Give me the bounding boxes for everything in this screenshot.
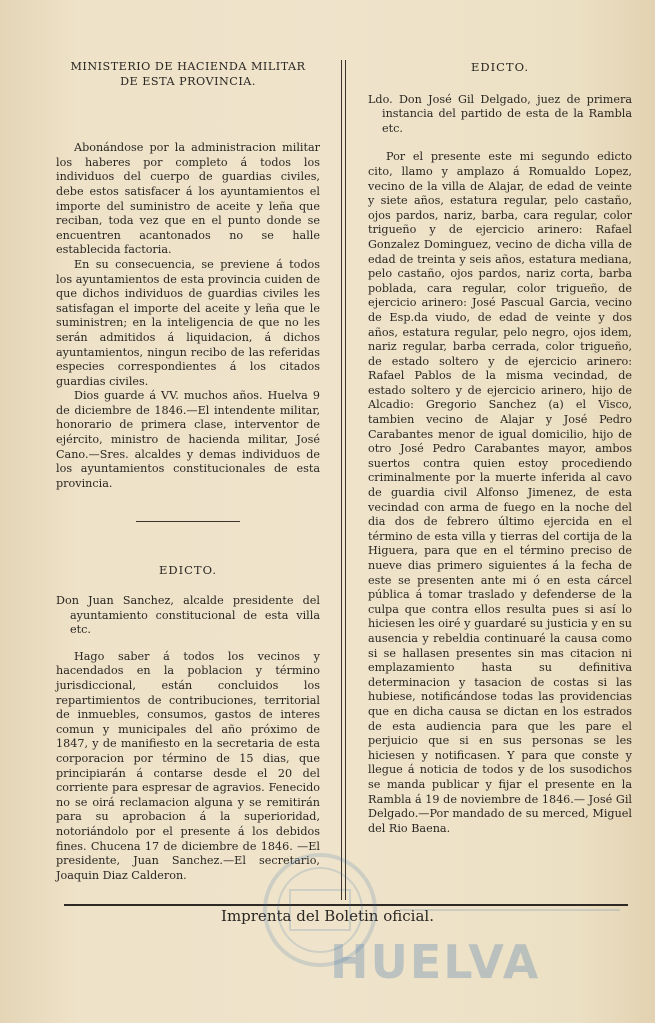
imprint-line: Imprenta del Boletin oficial. [221,907,434,925]
left-edicto-header: Don Juan Sanchez, alcalde presidente del ayuntamiento constitucional de esta villa etc. [56,594,320,637]
right-edicto-header: Ldo. Don José Gil Delgado, juez de primera instancia del partido de esta de la Rambla etc. [368,92,632,135]
column-divider-inner [345,60,346,900]
left-edicto-title: EDICTO. [158,563,218,578]
column-divider [341,60,342,900]
watermark-huelva: HUELVA [330,935,541,989]
section-separator [136,521,240,522]
ministry-paragraph-1: Abonándose por la administracion militar los haberes por completo á todos los individuos del cuerpo de guardias civiles, debe estos satisfacer á los ayuntamientos el importe del suministro de aceite y leña que reciban, toda vez que en el punto donde se encuentren acantonados no se halle establecida factoria. [56,141,320,257]
ministry-paragraph-2: En su consecuencia, se previene á todos los ayuntamientos de esta provincia cuiden de que dichos individuos de guardias civiles les satisfagan el importe del aceite y leña que le suministren; en la inteligencia de que no les serán admitidos á liquidacion, á dichos ayuntamientos, ningun recibo de las referidas especies correspondientes á los citados guardias civiles. [56,257,320,388]
left-edicto-body: Hago saber á todos los vecinos y hacendados en la poblacion y término jurisdiccional, están concluidos los repartimientos de contribuciones, territorial de inmuebles, consumos, gastos de interes comun y municipales del año próximo de 1847, y de manifiesto en la secretaria de esta corporacion por término de 15 dias, que principiarán á contarse desde el 20 del corriente para espresar de agravios. Fenecido no se oirá reclamacion alguna y se remitirán para su aprobacion á la superioridad, notoriándolo por el presente á los debidos fines. Chucena 17 de diciembre de 1846. —El presidente, Juan Sanchez.—El secretario, Joaquin Diaz Calderon. [56,649,320,882]
right-column [368,60,632,836]
right-edicto-title: EDICTO. [470,60,530,74]
ministry-paragraph-3: Dios guarde á VV. muchos años. Huelva 9 de diciembre de 1846.—El intendente militar, honorario de primera clase, interventor de ejército, ministro de hacienda militar, José Cano.—Sres. alcaldes y demas individuos de los ayuntamientos constitucionales de esta provincia. [56,389,320,490]
right-edicto-body: Por el presente este mi segundo edicto cito, llamo y amplazo á Romualdo Lopez, vecino de la villa de Alajar, de edad de veinte y siete años, estatura regular, pelo castaño, ojos pardos, nariz, barba, cara regular, color trigueño y de ejercicio arinero: Rafael Gonzalez Dominguez, vecino de dicha villa de edad de treinta y seis años, estatura mediana, pelo castaño, ojos pardos, nariz corta, barba poblada, cara regular, color trigueño, de ejercicio arinero: José Pascual Garcia, vecino de Esp.da viudo, de edad de veinte y dos años, estatura regular, pelo negro, ojos idem, nariz regular, barba cerrada, color trigueño, de estado soltero y de ejercicio arinero: Rafael Pablos de la misma vecindad, de estado soltero y de ejercicio arinero, hijo de Alcadio: Gregorio Sanchez (a) el Visco, tambien vecino de Alajar y José Pedro Carabantes menor de igual domicilio, hijo de otro José Pedro Carabantes mayor, ambos suertos contra quien estoy procediendo criminalmente por la muerte inferida al cavo de guardia civil Alfonso Jimenez, de esta vecindad con arma de fuego en la noche del dia dos de febrero último ejercida en el término de esta villa y tierras del cortija de la Higuera, para que en el término preciso de nueve dias primero siguientes á la fecha de este se presenten ante mi ó en esta cárcel pública á tomar traslado y defenderse de la culpa que contra ellos resulta pues si así lo hiciesen les oiré y guardaré su justicia y en su ausencia y rebeldia continuaré la causa como si se hallasen presentes sin mas citacion ni emplazamiento hasta su definitiva determinacion y tasacion de costas si las hubiese, notificándose todas las providencias que en dicha causa se dictan en los estrados de esta audiencia para que les pare el perjuicio que si en sus personas se les hiciesen y notificasen. Y para que conste y llegue á noticia de todos y de los susodichos se manda publicar y fijar el presente en la Rambla á 19 de noviembre de 1846.— José Gil Delgado.—Por mandado de su merced, Miguel del Rio Baena. [368,150,632,835]
ministry-title-line2: DE ESTA PROVINCIA. [120,74,256,88]
left-column [56,60,320,883]
ministry-title-line1: MINISTERIO DE HACIENDA MILITAR [70,60,306,73]
